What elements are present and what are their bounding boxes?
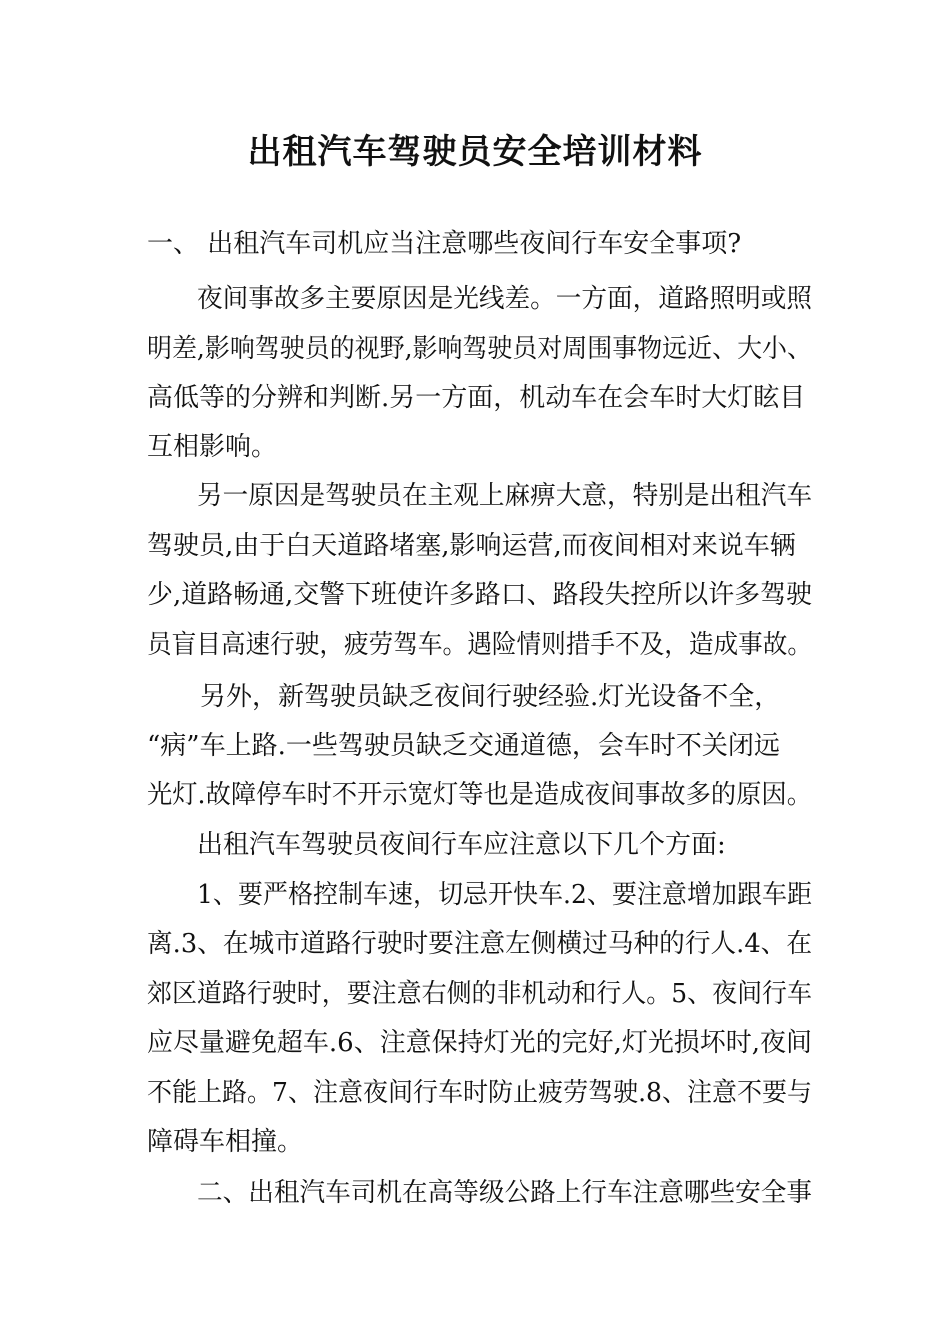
line-text: 另外，新驾驶员缺乏夜间行驶经验.灯光设备不全， (200, 682, 781, 712)
text-line (0, 1069, 950, 1118)
line-text: 员盲目高速行驶，疲劳驾车。遇险情则措手不及，造成事故。 (147, 630, 813, 660)
text-line (0, 1118, 950, 1167)
text-line (0, 571, 950, 620)
text-line (0, 220, 950, 269)
text-line (0, 771, 950, 820)
line-text: 互相影响。 (147, 432, 278, 462)
text-line (0, 821, 950, 870)
line-text: 一、 出租汽车司机应当注意哪些夜间行车安全事项? (147, 229, 742, 259)
text-line (0, 472, 950, 521)
text-line (0, 423, 950, 472)
text-line (0, 920, 950, 969)
text-line (0, 621, 950, 670)
text-line (0, 673, 950, 722)
line-text: 少,道路畅通,交警下班使许多路口、路段失控所以许多驾驶 (147, 580, 812, 610)
line-text: 郊区道路行驶时，要注意右侧的非机动和行人。5、夜间行车 (147, 979, 812, 1009)
line-text: “病”车上路.一些驾驶员缺乏交通道德，会车时不关闭远 (147, 731, 780, 761)
line-text: 驾驶员,由于白天道路堵塞,影响运营,而夜间相对来说车辆 (147, 531, 796, 561)
line-text: 不能上路。7、注意夜间行车时防止疲劳驾驶.8、注意不要与 (147, 1078, 813, 1108)
line-text: 出租汽车驾驶员夜间行车应注意以下几个方面: (197, 830, 726, 860)
line-text: 应尽量避免超车.6、注意保持灯光的完好,灯光损坏时,夜间 (147, 1028, 813, 1058)
line-text: 高低等的分辨和判断.另一方面，机动车在会车时大灯眩目 (147, 383, 806, 413)
line-text: 二、出租汽车司机在高等级公路上行车注意哪些安全事 (197, 1178, 813, 1208)
line-text: 离.3、在城市道路行驶时要注意左侧横过马种的行人.4、在 (147, 929, 813, 959)
line-text: 1、要严格控制车速，切忌开快车.2、要注意增加跟车距 (197, 880, 812, 910)
text-line (0, 871, 950, 920)
text-line (0, 374, 950, 423)
line-text: 明差,影响驾驶员的视野,影响驾驶员对周围事物远近、大小、 (147, 334, 812, 364)
text-line (0, 522, 950, 571)
line-text: 障碍车相撞。 (147, 1127, 304, 1157)
document-title: 出租汽车驾驶员安全培训材料 (247, 132, 703, 172)
line-text: 另一原因是驾驶员在主观上麻痹大意，特别是出租汽车 (197, 481, 813, 511)
text-line (0, 1019, 950, 1068)
text-line (0, 970, 950, 1019)
text-line (0, 275, 950, 324)
line-text: 夜间事故多主要原因是光线差。一方面，道路照明或照 (197, 284, 813, 314)
line-text: 光灯.故障停车时不开示宽灯等也是造成夜间事故多的原因。 (147, 780, 812, 810)
text-line (0, 1169, 950, 1218)
text-line (0, 325, 950, 374)
text-line (0, 722, 950, 771)
